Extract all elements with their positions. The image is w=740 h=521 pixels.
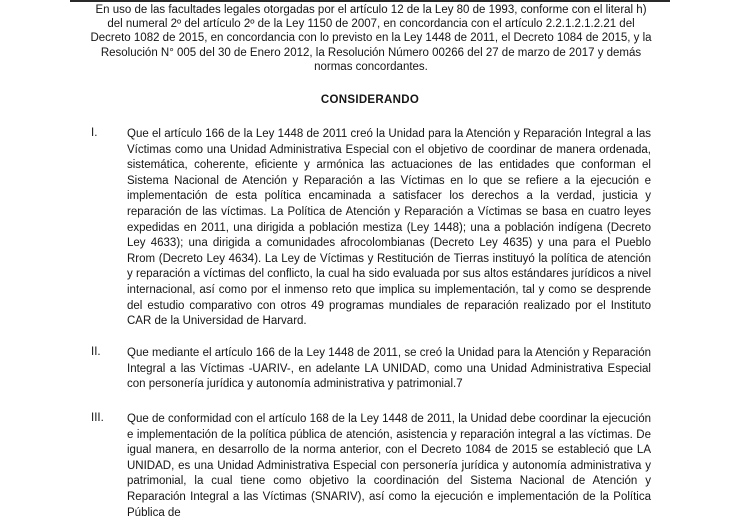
item-text: Que el artículo 166 de la Ley 1448 de 2011 creó la Unidad para la Atención y Reparación Integral a las Víctimas como una Unidad Administrativa Especial con el objetivo de coordinar de manera ordenada, sistemática, coherente, eficiente y armónica las actuaciones de las entidades que conforman el Sistema Nacional de Atención y Reparación a las Víctimas en lo que se refiere a la ejecución e implementación de esta política encaminada a satisfacer los derechos a la verdad, justicia y reparación de las víctimas. La Política de Atención y Reparación a Víctimas se basa en cuatro leyes expedidas en 2011, una dirigida a población mestiza (Ley 1448); una a población indígena (Decreto Ley 4633); una dirigida a comunidades afrocolombianas (Decreto Ley 4635) y una para el Pueblo Rrom (Decreto Ley 4634). La Ley de Víctimas y Restitución de Tierras instituyó la política de atención y reparación a víctimas del conflicto, la cual ha sido evaluada por sus altos estándares jurídicos a nivel internacional, así como por el inmenso reto que implica su implementación, tal y como se desprende del estudio comparativo con otros 49 programas mundiales de reparación realizado por el Instituto CAR de la Universidad de Harvard. bbox=[127, 128, 651, 328]
preamble-paragraph: En uso de las facultades legales otorgadas por el artículo 12 de la Ley 80 de 1993, conforme con el literal h) del numeral 2º del artículo 2º de la Ley 1150 de 2007, en concordancia con el artículo 2.2.1.2.1.2.21 del Decreto 1082 de 2015, en concordancia con lo previsto en la Ley 1448 de 2011, el Decreto 1084 de 2015, y la Resolución N° 005 del 30 de Enero 2012, la Resolución Número 00266 del 27 de marzo de 2017 y demás normas concordantes. bbox=[90, 4, 652, 73]
item-numeral: I. bbox=[91, 127, 98, 139]
item-numeral: III. bbox=[91, 412, 104, 424]
section-heading: CONSIDERANDO bbox=[320, 94, 420, 106]
item-text: Que mediante el artículo 166 de la Ley 1448 de 2011, se creó la Unidad para la Atención y Reparación Integral a las Víctimas -UARIV-, en adelante LA UNIDAD, como una Unidad Administrativa Especial con personería jurídica y autonomía administrativa y patrimonial.7 bbox=[127, 347, 651, 391]
top-border-line bbox=[70, 0, 670, 2]
item-numeral: II. bbox=[91, 346, 101, 358]
item-text: Que de conformidad con el artículo 168 de la Ley 1448 de 2011, la Unidad debe coordinar la ejecución e implementación de la política pública de atención, asistencia y reparación integral a las víctimas. De igual manera, en desarrollo de la norma anterior, con el Decreto 1084 de 2015 se estableció que LA UNIDAD, es una Unidad Administrativa Especial con personería jurídica y autonomía administrativa y patrimonial, la cual tiene como objetivo la coordinación del Sistema Nacional de Atención y Reparación Integral a las Víctimas (SNARIV), así como la ejecución e implementación de la Política Pública de bbox=[127, 413, 651, 519]
